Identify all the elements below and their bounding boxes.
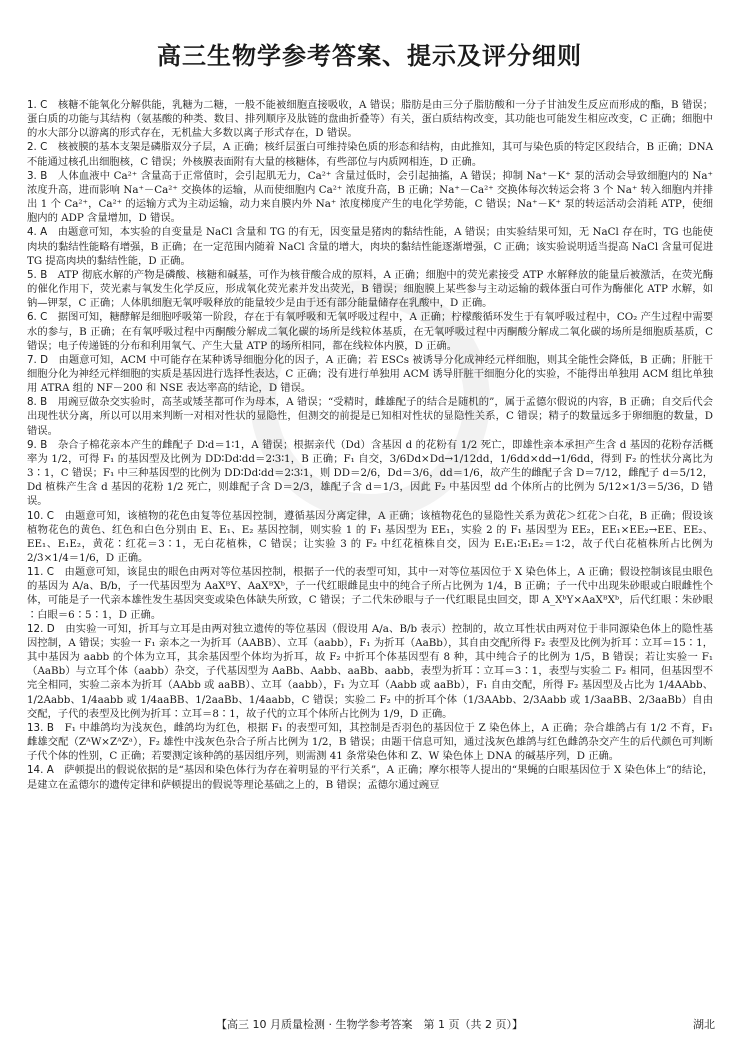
answer-item	[27, 622, 713, 721]
answer-number: 10. C	[27, 509, 54, 522]
answer-number: 2. C	[27, 141, 48, 154]
answer-item	[27, 225, 713, 267]
answer-number: 5. B	[27, 268, 48, 281]
answer-number: 3. B	[27, 169, 48, 182]
answer-number: 4. A	[27, 226, 48, 239]
answer-list	[27, 98, 713, 792]
answer-item	[27, 169, 713, 226]
answer-text: 用豌豆做杂交实验时，高茎或矮茎都可作为母本，A 错误；“受精时，雌雄配子的结合是随机的”，属于孟德尔假说的内容，B 正确；自交后代会出现性状分离，所以可以用来判断一对相对性状的显隐性，但测交的前提是已知相对性状的显隐性关系，C 错误；精子的数量远多于卵细胞的数量，D 错误。	[27, 396, 714, 437]
answer-number: 6. C	[27, 311, 48, 324]
answer-number: 9. B	[27, 438, 48, 451]
answer-item	[27, 565, 713, 622]
answer-item	[27, 509, 713, 566]
answer-item	[27, 721, 713, 763]
answer-item	[27, 395, 713, 437]
footer-region: 湖北	[693, 1018, 715, 1031]
answer-item	[27, 140, 713, 168]
answer-text: 杂合子棉花亲本产生的雌配子 D∶d＝1∶1，A 错误；根据亲代（Dd）含基因 d 的花粉有 1/2 死亡，即雄性亲本承担产生含 d 基因的花粉存活概率为 1/2，可得 F₁ 的基因型及比例为 DD∶Dd∶dd＝2∶3∶1，B 正确；F₁ 自交，3/6Dd×Dd→1/12dd，1/6dd×dd→1/6dd，得到 F₂ 的性状分离比为 3∶1，C 错误；F₁ 中三种基因型的比例为 DD∶Dd∶dd＝2∶3∶1，则 DD＝2/6，Dd＝3/6，dd＝1/6，故产生的雌配子含 D＝7/12，雌配子 d＝5/12，Dd 植株产生含 d 基因的花粉 1/2 死亡，则雄配子含 D＝2/3，雄配子含 d＝1/3，因此 F₂ 中基因型 dd 个体所占的比例为 5/12×1/3＝5/36，D 错误。	[27, 438, 713, 508]
answer-item	[27, 98, 713, 140]
answer-number: 14. A	[27, 764, 54, 777]
page-title: 高三生物学参考答案、提示及评分细则	[157, 42, 582, 70]
answer-text: ATP 彻底水解的产物是磷酸、核糖和碱基，可作为核苷酸合成的原料，A 正确；细胞中的荧光素接受 ATP 水解释放的能量后被激活，在荧光酶的催化作用下，荧光素与氧发生化学反应，形成氧化荧光素并发出荧光，B 错误；细胞膜上某些参与主动运输的载体蛋白可作为酶催化 ATP 水解，如钠—钾泵，C 正确；人体肌细胞无氧呼吸释放的能量较少是由于还有部分能量储存在乳酸中，D 正确。	[27, 268, 713, 310]
answer-item	[27, 438, 713, 509]
answer-text: 人体血液中 Ca²⁺ 含量高于正常值时，会引起肌无力，Ca²⁺ 含量过低时，会引起抽搐，A 错误；抑制 Na⁺－K⁺ 泵的活动会导致细胞内的 Na⁺ 浓度升高，进而影响 Na⁺－Ca²⁺ 交换体的运输，从而使细胞内 Ca²⁺ 浓度升高，B 正确；Na⁺－Ca²⁺ 交换体每次转运会将 3 个 Na⁺ 转入细胞内并排出 1 个 Ca²⁺，Ca²⁺ 的运输方式为主动运输，动力来自膜内外 Na⁺ 浓度梯度产生的电化学势能，C 错误；Na⁺－K⁺ 泵的转运活动会消耗 ATP，使细胞内的 ADP 含量增加，D 错误。	[27, 169, 713, 225]
answer-item	[27, 353, 713, 395]
answer-text: 由实验一可知，折耳与立耳是由两对独立遗传的等位基因（假设用 A/a、B/b 表示）控制的，故立耳性状由两对位于非同源染色体上的隐性基因控制，A 错误；实验一 F₁ 亲本之一为折耳（AABB）、立耳（aabb），F₁ 为折耳（AaBb），其自由交配所得 F₂ 表型及比例为折耳∶立耳＝15∶1，其中基因为 aabb 的个体为立耳，其余基因型个体均为折耳，故 F₂ 中折耳个体基因型有 8 种，其中纯合子的比例为 1/5，B 错误；若让实验一 F₁（AaBb）与立耳个体（aabb）杂交，子代基因型为 AaBb、Aabb、aaBb、aabb，表型为折耳∶立耳＝3∶1，表型与实验二 F₂ 相同，但基因型不完全相同，实验二亲本为折耳（AAbb 或 aaBB）、立耳（aabb），F₁ 为立耳（Aabb 或 aaBb），F₁ 自由交配，所得 F₂ 基因型及占比为 1/4AAbb、1/2Aabb、1/4aabb 或 1/4aaBB、1/2aaBb、1/4aabb，C 错误；实验二 F₂ 中的折耳个体（1/3AAbb、2/3Aabb 或 1/3aaBB、2/3aaBb）自由交配，子代的表型及比例为折耳∶立耳＝8∶1，故子代的立耳个体所占比例为 1/9，D 正确。	[27, 622, 714, 720]
answer-text: F₁ 中雄鸽均为浅灰色，雌鸽均为红色，根据 F₁ 的表型可知，其控制是否羽色的基因位于 Z 染色体上，A 正确；杂合雄鸽占有 1/2 不育，F₁ 雌雄交配（ZᴬW×ZᴬZᵃ），F₂ 雄性中浅灰色杂合子所占比例为 1/2，B 错误；由题干信息可知，通过浅灰色雄鸽与红色雌鸽杂交产生的后代颜色可判断子代个体的性别，C 正确；若要测定该种鸽的基因组序列，则需测 41 条常染色体和 Z、W 染色体上 DNA 的碱基序列，D 正确。	[27, 721, 714, 763]
answer-text: 核被膜的基本支架是磷脂双分子层，A 正确；核纤层蛋白可维持染色质的形态和结构，由此推知，其可与染色质的特定区段结合，B 正确；DNA 不能通过核孔出细胞核，C 错误；外核膜表面附有大量的核糖体，有些部位与内质网相连，D 正确。	[27, 141, 714, 168]
answer-text: 由题意可知，该植物的花色由复等位基因控制，遵循基因分离定律，A 正确；该植物花色的显隐性关系为黄花＞红花＞白花，B 正确；假设该植物花色的黄色、红色和白色分别由 E、E₁、E₂ 基因控制，则实验 1 的 F₁ 基因型为 EE₁，实验 2 的 F₁ 基因型为 EE₂，EE₁×EE₂→EE、EE₂、EE₁、E₁E₂，黄花∶红花＝3∶1，无白花植株，C 错误；让实验 3 的 F₂ 中红花植株自交，因为 E₁E₁∶E₁E₂＝1∶2，故子代白花植株所占比例为 2/3×1/4＝1/6，D 正确。	[27, 509, 714, 564]
answer-text: 据图可知，糖酵解是细胞呼吸第一阶段，存在于有氧呼吸和无氧呼吸过程中，A 正确；柠檬酸循环发生于有氧呼吸过程中，CO₂ 产生过程中需要水的参与，B 正确；在有氧呼吸过程中丙酮酸分解成二氧化碳的场所是线粒体基质，在无氧呼吸过程中丙酮酸分解成二氧化碳的场所是细胞质基质，C 错误；电子传递链的分布和利用氧气、产生大量 ATP 的场所相同，都在线粒体内膜，D 正确。	[27, 311, 713, 352]
answer-number: 12. D	[27, 622, 55, 635]
answer-item	[27, 763, 713, 791]
answer-number: 7. D	[27, 353, 49, 366]
answer-number: 13. B	[27, 721, 54, 734]
footer-page-info: 【高三 10 月质量检测 · 生物学参考答案 第 1 页（共 2 页）】	[216, 1018, 523, 1031]
answer-number: 1. C	[27, 99, 48, 111]
answer-item	[27, 268, 713, 310]
answer-number: 11. C	[27, 566, 54, 579]
answer-text: 核糖不能氧化分解供能，乳糖为二糖，一般不能被细胞直接吸收，A 错误；脂肪是由三分子脂肪酸和一分子甘油发生反应而形成的酯，B 错误；蛋白质的功能与其结构（氨基酸的种类、数目、排列顺序及肽链的盘曲折叠等）有关，蛋白质结构改变，其功能也可能发生相应改变，C 正确；细胞中的水大部分以游离的形式存在，无机盐大多数以离子形式存在，D 错误。	[27, 99, 714, 140]
answer-number: 8. B	[27, 396, 48, 409]
answer-text: 由题意可知，ACM 中可能存在某种诱导细胞分化的因子，A 正确；若 ESCs 被诱导分化成神经元样细胞，则其全能性会降低，B 正确；肝脏干细胞分化为神经元样细胞的实质是基因进行选择性表达，C 正确；没有进行单独用 ACM 诱导肝脏干细胞分化的实验，不能得出单独用 ACM 组比单独用 ATRA 组的 NF－200 和 NSE 表达率高的结论，D 错误。	[27, 353, 713, 395]
answer-text: 由题意可知，该昆虫的眼色由两对等位基因控制，根据子一代的表型可知，其中一对等位基因位于 X 染色体上，A 正确；假设控制该昆虫眼色的基因为 A/a、B/b，子一代基因型为 AaXᴮY、AaXᴮXᵇ，子一代红眼雌昆虫中的纯合子所占比例为 1/4，B 正确；子一代中出现朱砂眼或白眼雌性个体，可能是子一代亲本雄性发生基因突变或染色体缺失所致，C 错误；子二代朱砂眼与子一代红眼昆虫回交，即 A_XᵇY×AaXᴮXᵇ，后代红眼∶朱砂眼∶白眼＝6∶5∶1，D 正确。	[27, 566, 714, 621]
answer-text: 萨顿提出的假说依据的是“基因和染色体行为存在着明显的平行关系”，A 正确；摩尔根等人提出的“果蝇的白眼基因位于 X 染色体上”的结论，是建立在孟德尔的遗传定律和萨顿提出的假说等理论基础之上的，B 错误；孟德尔通过豌豆	[27, 764, 714, 791]
answer-text: 由题意可知，本实验的自变量是 NaCl 含量和 TG 的有无，因变量是猪肉的黏结性能，A 错误；由实验结果可知，无 NaCl 存在时，TG 也能使肉块的黏结性能略有增强，B 正确；在一定范围内随着 NaCl 含量的增大，肉块的黏结性能逐渐增强，C 正确；该实验说明适当提高 NaCl 含量可促进 TG 提高肉块的黏结性能，D 正确。	[27, 226, 713, 267]
answer-item	[27, 310, 713, 352]
